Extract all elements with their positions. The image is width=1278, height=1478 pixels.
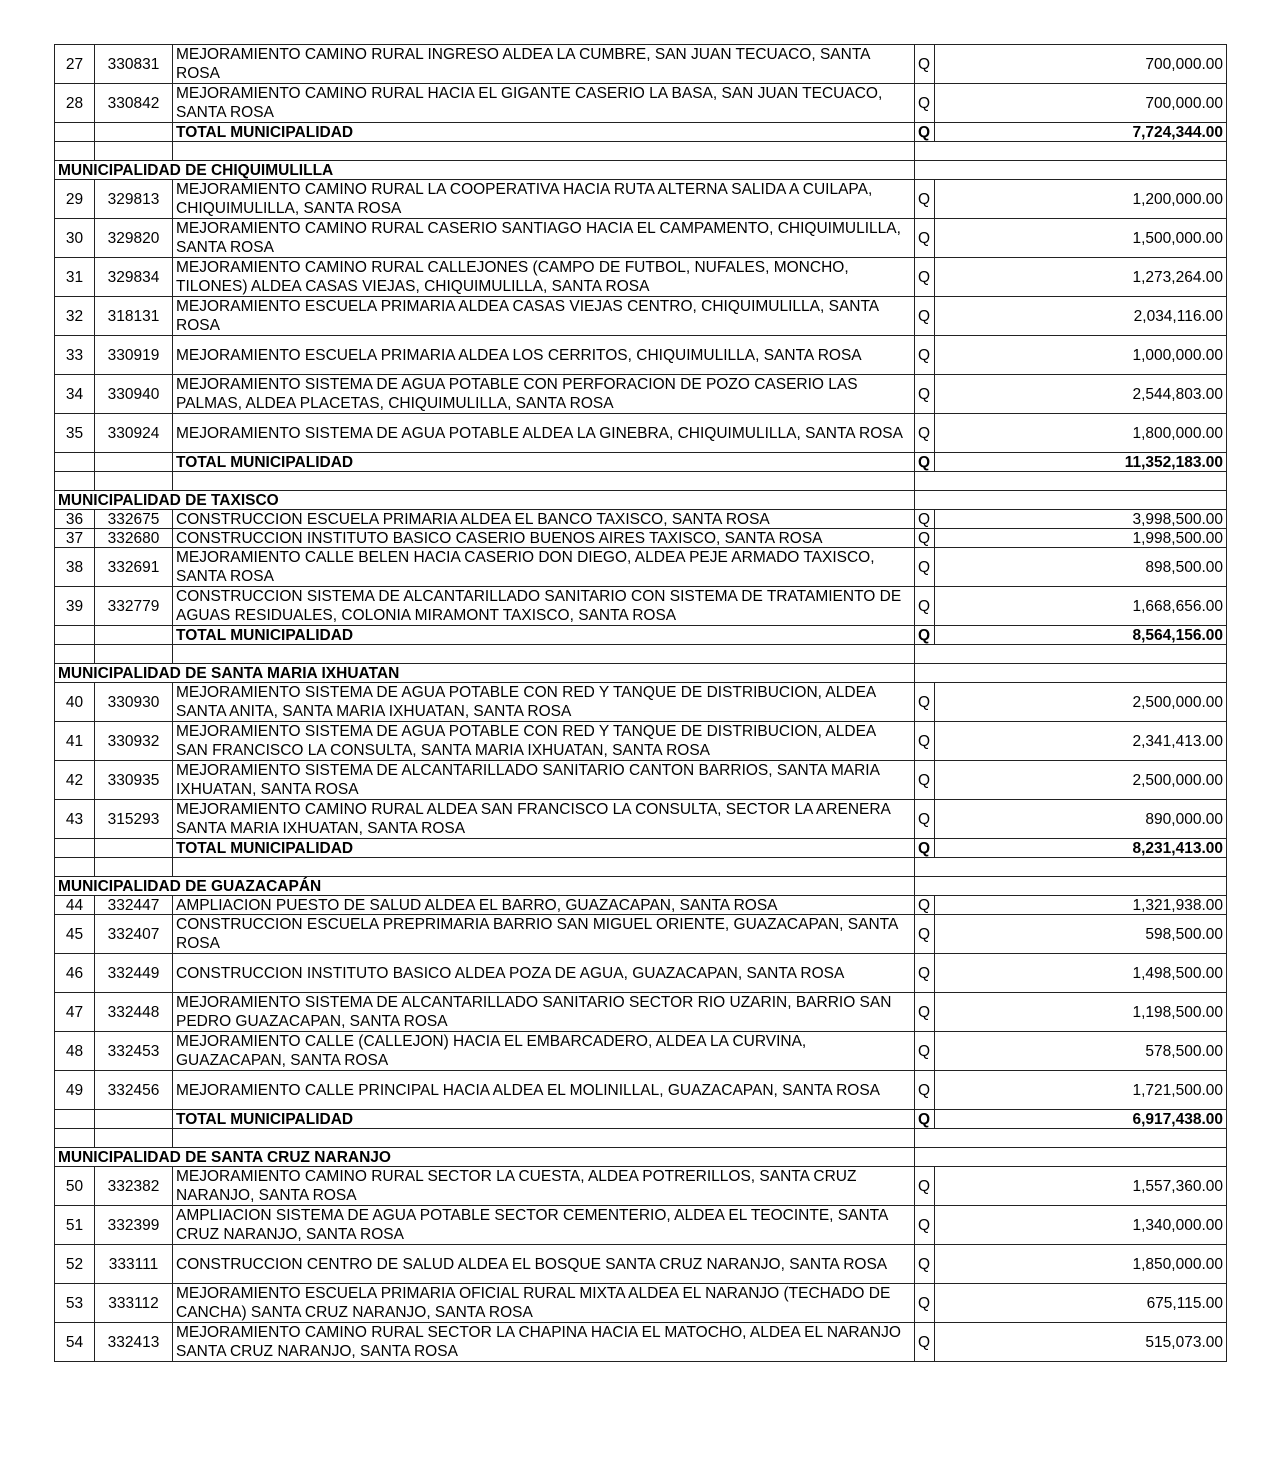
empty-cell [915, 664, 1227, 683]
row-number: 48 [55, 1032, 95, 1071]
project-row [55, 993, 1227, 1032]
project-description: MEJORAMIENTO CALLE (CALLEJON) HACIA EL EMBARCADERO, ALDEA LA CURVINA, GUAZACAPAN, SANTA ROSA [173, 1032, 915, 1071]
snip-code: 330932 [95, 722, 173, 761]
total-amount: 6,917,438.00 [935, 1110, 1227, 1129]
project-amount: 1,998,500.00 [935, 529, 1227, 548]
snip-code: 330919 [95, 336, 173, 375]
municipality-header-row [55, 161, 1227, 180]
row-number: 39 [55, 587, 95, 626]
currency-symbol: Q [915, 375, 935, 414]
currency-symbol: Q [915, 1245, 935, 1284]
total-label: TOTAL MUNICIPALIDAD [173, 1110, 915, 1129]
total-currency: Q [915, 123, 935, 142]
project-amount: 515,073.00 [935, 1323, 1227, 1362]
snip-code: 332779 [95, 587, 173, 626]
snip-code: 330831 [95, 45, 173, 84]
municipality-total-row [55, 626, 1227, 645]
currency-symbol: Q [915, 297, 935, 336]
snip-code: 332691 [95, 548, 173, 587]
currency-symbol: Q [915, 954, 935, 993]
project-row [55, 1284, 1227, 1323]
currency-symbol: Q [915, 414, 935, 453]
project-row [55, 1323, 1227, 1362]
municipality-header-row [55, 1148, 1227, 1167]
row-number: 30 [55, 219, 95, 258]
spacer-row [55, 472, 1227, 491]
spacer-row [55, 1129, 1227, 1148]
spacer-row [55, 142, 1227, 161]
snip-code: 332680 [95, 529, 173, 548]
project-amount: 1,200,000.00 [935, 180, 1227, 219]
empty-cell [55, 123, 95, 142]
row-number: 35 [55, 414, 95, 453]
snip-code: 332453 [95, 1032, 173, 1071]
currency-symbol: Q [915, 1032, 935, 1071]
project-row [55, 45, 1227, 84]
row-number: 45 [55, 915, 95, 954]
project-row [55, 336, 1227, 375]
project-row [55, 915, 1227, 954]
currency-symbol: Q [915, 219, 935, 258]
municipality-header-row [55, 491, 1227, 510]
project-row [55, 529, 1227, 548]
row-number: 28 [55, 84, 95, 123]
project-row [55, 722, 1227, 761]
project-description: MEJORAMIENTO SISTEMA DE ALCANTARILLADO SANITARIO SECTOR RIO UZARIN, BARRIO SAN PEDRO GUAZACAPAN, SANTA ROSA [173, 993, 915, 1032]
project-amount: 1,000,000.00 [935, 336, 1227, 375]
snip-code: 329820 [95, 219, 173, 258]
empty-cell [95, 645, 173, 664]
project-description: MEJORAMIENTO SISTEMA DE AGUA POTABLE CON RED Y TANQUE DE DISTRIBUCION, ALDEA SANTA ANITA, SANTA MARIA IXHUATAN, SANTA ROSA [173, 683, 915, 722]
spacer-row [55, 645, 1227, 664]
empty-cell [173, 142, 915, 161]
snip-code: 329834 [95, 258, 173, 297]
project-amount: 898,500.00 [935, 548, 1227, 587]
project-row [55, 219, 1227, 258]
project-amount: 1,198,500.00 [935, 993, 1227, 1032]
snip-code: 332449 [95, 954, 173, 993]
project-row [55, 761, 1227, 800]
row-number: 51 [55, 1206, 95, 1245]
empty-cell [55, 645, 95, 664]
project-description: AMPLIACION SISTEMA DE AGUA POTABLE SECTOR CEMENTERIO, ALDEA EL TEOCINTE, SANTA CRUZ NARANJO, SANTA ROSA [173, 1206, 915, 1245]
row-number: 53 [55, 1284, 95, 1323]
project-row [55, 297, 1227, 336]
empty-cell [55, 1129, 95, 1148]
total-currency: Q [915, 1110, 935, 1129]
snip-code: 330935 [95, 761, 173, 800]
municipality-total-row [55, 453, 1227, 472]
empty-cell [173, 472, 915, 491]
project-description: MEJORAMIENTO SISTEMA DE AGUA POTABLE CON RED Y TANQUE DE DISTRIBUCION, ALDEA SAN FRANCISCO LA CONSULTA, SANTA MARIA IXHUATAN, SANTA ROSA [173, 722, 915, 761]
currency-symbol: Q [915, 587, 935, 626]
project-description: CONSTRUCCION INSTITUTO BASICO ALDEA POZA DE AGUA, GUAZACAPAN, SANTA ROSA [173, 954, 915, 993]
total-currency: Q [915, 839, 935, 858]
total-label: TOTAL MUNICIPALIDAD [173, 839, 915, 858]
empty-cell [95, 1110, 173, 1129]
currency-symbol: Q [915, 510, 935, 529]
total-currency: Q [915, 453, 935, 472]
projects-table [54, 44, 1227, 1362]
total-amount: 8,231,413.00 [935, 839, 1227, 858]
empty-cell [55, 142, 95, 161]
municipality-title: MUNICIPALIDAD DE SANTA MARIA IXHUATAN [55, 664, 915, 683]
currency-symbol: Q [915, 800, 935, 839]
currency-symbol: Q [915, 896, 935, 915]
snip-code: 330930 [95, 683, 173, 722]
snip-code: 315293 [95, 800, 173, 839]
project-amount: 890,000.00 [935, 800, 1227, 839]
row-number: 47 [55, 993, 95, 1032]
row-number: 49 [55, 1071, 95, 1110]
project-amount: 2,341,413.00 [935, 722, 1227, 761]
total-label: TOTAL MUNICIPALIDAD [173, 626, 915, 645]
project-amount: 700,000.00 [935, 84, 1227, 123]
currency-symbol: Q [915, 1206, 935, 1245]
currency-symbol: Q [915, 180, 935, 219]
project-amount: 1,557,360.00 [935, 1167, 1227, 1206]
currency-symbol: Q [915, 722, 935, 761]
project-description: MEJORAMIENTO SISTEMA DE AGUA POTABLE ALDEA LA GINEBRA, CHIQUIMULILLA, SANTA ROSA [173, 414, 915, 453]
row-number: 31 [55, 258, 95, 297]
row-number: 44 [55, 896, 95, 915]
project-amount: 1,850,000.00 [935, 1245, 1227, 1284]
snip-code: 332448 [95, 993, 173, 1032]
row-number: 29 [55, 180, 95, 219]
project-description: AMPLIACION PUESTO DE SALUD ALDEA EL BARRO, GUAZACAPAN, SANTA ROSA [173, 896, 915, 915]
project-amount: 1,500,000.00 [935, 219, 1227, 258]
row-number: 40 [55, 683, 95, 722]
project-amount: 1,498,500.00 [935, 954, 1227, 993]
empty-cell [95, 142, 173, 161]
project-amount: 1,668,656.00 [935, 587, 1227, 626]
project-row [55, 258, 1227, 297]
empty-cell [55, 1110, 95, 1129]
total-currency: Q [915, 626, 935, 645]
empty-cell [55, 626, 95, 645]
currency-symbol: Q [915, 1284, 935, 1323]
municipality-title: MUNICIPALIDAD DE CHIQUIMULILLA [55, 161, 915, 180]
project-amount: 1,273,264.00 [935, 258, 1227, 297]
project-amount: 578,500.00 [935, 1032, 1227, 1071]
total-amount: 8,564,156.00 [935, 626, 1227, 645]
project-description: MEJORAMIENTO CAMINO RURAL SECTOR LA CHAPINA HACIA EL MATOCHO, ALDEA EL NARANJO SANTA CRUZ NARANJO, SANTA ROSA [173, 1323, 915, 1362]
project-amount: 2,500,000.00 [935, 683, 1227, 722]
municipality-header-row [55, 664, 1227, 683]
project-row [55, 1245, 1227, 1284]
currency-symbol: Q [915, 548, 935, 587]
project-row [55, 180, 1227, 219]
municipality-title: MUNICIPALIDAD DE GUAZACAPÁN [55, 877, 915, 896]
snip-code: 332447 [95, 896, 173, 915]
row-number: 43 [55, 800, 95, 839]
project-row [55, 414, 1227, 453]
currency-symbol: Q [915, 1167, 935, 1206]
snip-code: 332407 [95, 915, 173, 954]
municipality-total-row [55, 839, 1227, 858]
empty-cell [173, 858, 915, 877]
project-description: CONSTRUCCION ESCUELA PREPRIMARIA BARRIO SAN MIGUEL ORIENTE, GUAZACAPAN, SANTA ROSA [173, 915, 915, 954]
project-description: MEJORAMIENTO CAMINO RURAL HACIA EL GIGANTE CASERIO LA BASA, SAN JUAN TECUACO, SANTA ROSA [173, 84, 915, 123]
row-number: 38 [55, 548, 95, 587]
municipality-title: MUNICIPALIDAD DE TAXISCO [55, 491, 915, 510]
empty-cell [915, 472, 1227, 491]
snip-code: 333111 [95, 1245, 173, 1284]
row-number: 37 [55, 529, 95, 548]
currency-symbol: Q [915, 1071, 935, 1110]
project-amount: 1,800,000.00 [935, 414, 1227, 453]
row-number: 41 [55, 722, 95, 761]
municipality-total-row [55, 123, 1227, 142]
snip-code: 330924 [95, 414, 173, 453]
currency-symbol: Q [915, 683, 935, 722]
municipality-total-row [55, 1110, 1227, 1129]
empty-cell [915, 877, 1227, 896]
project-amount: 675,115.00 [935, 1284, 1227, 1323]
project-amount: 1,321,938.00 [935, 896, 1227, 915]
empty-cell [915, 161, 1227, 180]
empty-cell [915, 491, 1227, 510]
snip-code: 318131 [95, 297, 173, 336]
snip-code: 329813 [95, 180, 173, 219]
project-row [55, 896, 1227, 915]
empty-cell [95, 1129, 173, 1148]
project-row [55, 1032, 1227, 1071]
empty-cell [55, 453, 95, 472]
currency-symbol: Q [915, 915, 935, 954]
project-amount: 2,500,000.00 [935, 761, 1227, 800]
spacer-row [55, 858, 1227, 877]
project-description: MEJORAMIENTO CAMINO RURAL SECTOR LA CUESTA, ALDEA POTRERILLOS, SANTA CRUZ NARANJO, SANTA ROSA [173, 1167, 915, 1206]
snip-code: 332382 [95, 1167, 173, 1206]
projects-table-body [55, 45, 1227, 1362]
row-number: 27 [55, 45, 95, 84]
empty-cell [95, 472, 173, 491]
total-amount: 11,352,183.00 [935, 453, 1227, 472]
project-row [55, 375, 1227, 414]
snip-code: 332456 [95, 1071, 173, 1110]
row-number: 34 [55, 375, 95, 414]
project-description: MEJORAMIENTO SISTEMA DE ALCANTARILLADO SANITARIO CANTON BARRIOS, SANTA MARIA IXHUATAN, SANTA ROSA [173, 761, 915, 800]
project-row [55, 510, 1227, 529]
row-number: 54 [55, 1323, 95, 1362]
municipality-header-row [55, 877, 1227, 896]
project-description: MEJORAMIENTO CAMINO RURAL INGRESO ALDEA LA CUMBRE, SAN JUAN TECUACO, SANTA ROSA [173, 45, 915, 84]
row-number: 33 [55, 336, 95, 375]
empty-cell [915, 1129, 1227, 1148]
empty-cell [95, 839, 173, 858]
project-description: MEJORAMIENTO SISTEMA DE AGUA POTABLE CON PERFORACION DE POZO CASERIO LAS PALMAS, ALDEA PLACETAS, CHIQUIMULILLA, SANTA ROSA [173, 375, 915, 414]
project-row [55, 548, 1227, 587]
project-row [55, 1071, 1227, 1110]
project-row [55, 84, 1227, 123]
project-description: MEJORAMIENTO CALLE BELEN HACIA CASERIO DON DIEGO, ALDEA PEJE ARMADO TAXISCO, SANTA ROSA [173, 548, 915, 587]
project-amount: 3,998,500.00 [935, 510, 1227, 529]
total-label: TOTAL MUNICIPALIDAD [173, 123, 915, 142]
empty-cell [55, 858, 95, 877]
empty-cell [915, 858, 1227, 877]
snip-code: 332413 [95, 1323, 173, 1362]
empty-cell [915, 1148, 1227, 1167]
project-description: CONSTRUCCION SISTEMA DE ALCANTARILLADO SANITARIO CON SISTEMA DE TRATAMIENTO DE AGUAS RESIDUALES, COLONIA MIRAMONT TAXISCO, SANTA ROSA [173, 587, 915, 626]
project-description: MEJORAMIENTO CALLE PRINCIPAL HACIA ALDEA EL MOLINILLAL, GUAZACAPAN, SANTA ROSA [173, 1071, 915, 1110]
empty-cell [173, 645, 915, 664]
empty-cell [55, 472, 95, 491]
project-row [55, 587, 1227, 626]
project-amount: 1,721,500.00 [935, 1071, 1227, 1110]
row-number: 32 [55, 297, 95, 336]
total-amount: 7,724,344.00 [935, 123, 1227, 142]
total-label: TOTAL MUNICIPALIDAD [173, 453, 915, 472]
project-description: CONSTRUCCION ESCUELA PRIMARIA ALDEA EL BANCO TAXISCO, SANTA ROSA [173, 510, 915, 529]
row-number: 46 [55, 954, 95, 993]
currency-symbol: Q [915, 1323, 935, 1362]
currency-symbol: Q [915, 336, 935, 375]
currency-symbol: Q [915, 761, 935, 800]
project-row [55, 1167, 1227, 1206]
row-number: 42 [55, 761, 95, 800]
municipality-title: MUNICIPALIDAD DE SANTA CRUZ NARANJO [55, 1148, 915, 1167]
project-description: MEJORAMIENTO CAMINO RURAL CASERIO SANTIAGO HACIA EL CAMPAMENTO, CHIQUIMULILLA, SANTA ROSA [173, 219, 915, 258]
project-description: MEJORAMIENTO CAMINO RURAL ALDEA SAN FRANCISCO LA CONSULTA, SECTOR LA ARENERA SANTA MARIA IXHUATAN, SANTA ROSA [173, 800, 915, 839]
project-amount: 2,544,803.00 [935, 375, 1227, 414]
project-amount: 1,340,000.00 [935, 1206, 1227, 1245]
empty-cell [95, 123, 173, 142]
currency-symbol: Q [915, 993, 935, 1032]
empty-cell [95, 626, 173, 645]
currency-symbol: Q [915, 529, 935, 548]
project-row [55, 683, 1227, 722]
project-description: CONSTRUCCION INSTITUTO BASICO CASERIO BUENOS AIRES TAXISCO, SANTA ROSA [173, 529, 915, 548]
currency-symbol: Q [915, 45, 935, 84]
project-amount: 2,034,116.00 [935, 297, 1227, 336]
snip-code: 332399 [95, 1206, 173, 1245]
empty-cell [95, 858, 173, 877]
project-description: CONSTRUCCION CENTRO DE SALUD ALDEA EL BOSQUE SANTA CRUZ NARANJO, SANTA ROSA [173, 1245, 915, 1284]
project-row [55, 1206, 1227, 1245]
empty-cell [95, 453, 173, 472]
project-description: MEJORAMIENTO CAMINO RURAL CALLEJONES (CAMPO DE FUTBOL, NUFALES, MONCHO, TILONES) ALDEA CASAS VIEJAS, CHIQUIMULILLA, SANTA ROSA [173, 258, 915, 297]
empty-cell [915, 645, 1227, 664]
row-number: 52 [55, 1245, 95, 1284]
project-description: MEJORAMIENTO ESCUELA PRIMARIA ALDEA LOS CERRITOS, CHIQUIMULILLA, SANTA ROSA [173, 336, 915, 375]
project-amount: 700,000.00 [935, 45, 1227, 84]
project-row [55, 800, 1227, 839]
snip-code: 330842 [95, 84, 173, 123]
project-row [55, 954, 1227, 993]
empty-cell [915, 142, 1227, 161]
row-number: 36 [55, 510, 95, 529]
project-description: MEJORAMIENTO CAMINO RURAL LA COOPERATIVA HACIA RUTA ALTERNA SALIDA A CUILAPA, CHIQUIMULILLA, SANTA ROSA [173, 180, 915, 219]
row-number: 50 [55, 1167, 95, 1206]
snip-code: 330940 [95, 375, 173, 414]
project-description: MEJORAMIENTO ESCUELA PRIMARIA ALDEA CASAS VIEJAS CENTRO, CHIQUIMULILLA, SANTA ROSA [173, 297, 915, 336]
currency-symbol: Q [915, 258, 935, 297]
empty-cell [173, 1129, 915, 1148]
snip-code: 332675 [95, 510, 173, 529]
project-description: MEJORAMIENTO ESCUELA PRIMARIA OFICIAL RURAL MIXTA ALDEA EL NARANJO (TECHADO DE CANCHA) SANTA CRUZ NARANJO, SANTA ROSA [173, 1284, 915, 1323]
project-amount: 598,500.00 [935, 915, 1227, 954]
currency-symbol: Q [915, 84, 935, 123]
snip-code: 333112 [95, 1284, 173, 1323]
empty-cell [55, 839, 95, 858]
